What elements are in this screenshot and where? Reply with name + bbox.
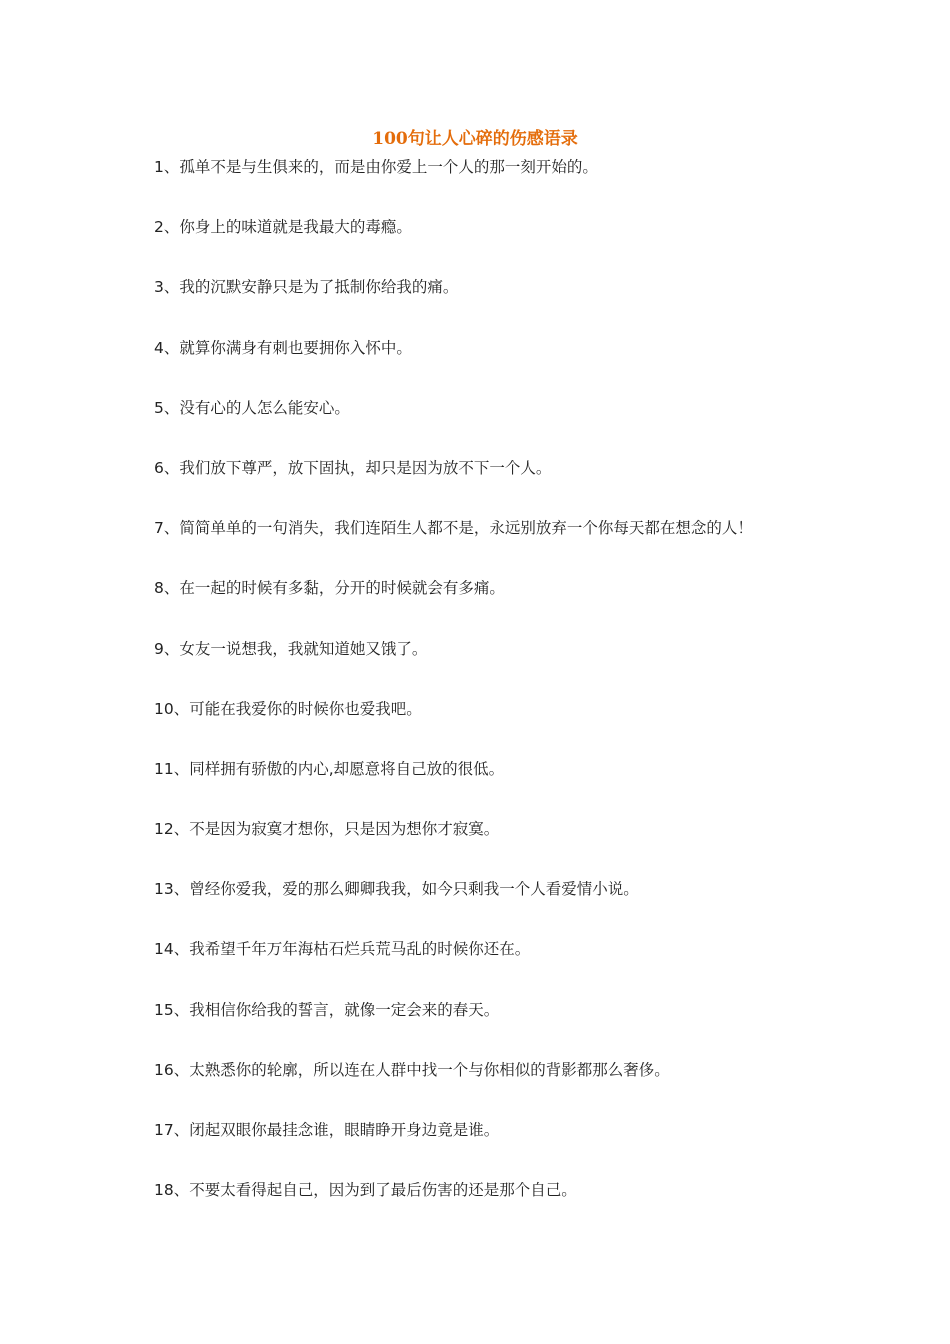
quote-item: 10、可能在我爱你的时候你也爱我吧。	[154, 699, 422, 718]
quote-item: 4、就算你满身有刺也要拥你入怀中。	[154, 338, 412, 357]
quote-item: 9、女友一说想我，我就知道她又饿了。	[154, 639, 428, 658]
quote-item: 13、曾经你爱我，爱的那么卿卿我我，如今只剩我一个人看爱情小说。	[154, 880, 639, 899]
quote-item: 8、在一起的时候有多黏，分开的时候就会有多痛。	[154, 579, 505, 598]
quote-item: 18、不要太看得起自己，因为到了最后伤害的还是那个自己。	[154, 1181, 577, 1200]
quote-item: 15、我相信你给我的誓言，就像一定会来的春天。	[154, 1000, 500, 1019]
quote-item: 16、太熟悉你的轮廓，所以连在人群中找一个与你相似的背影都那么奢侈。	[154, 1060, 670, 1079]
quote-item: 3、我的沉默安静只是为了抵制你给我的痛。	[154, 278, 459, 297]
quote-item: 5、没有心的人怎么能安心。	[154, 398, 350, 417]
quote-item: 12、不是因为寂寞才想你，只是因为想你才寂寞。	[154, 820, 500, 839]
document-title: 100句让人心碎的伤感语录	[372, 129, 578, 149]
quote-list	[154, 155, 914, 1238]
quote-item: 2、你身上的味道就是我最大的毒瘾。	[154, 218, 412, 237]
quote-item: 6、我们放下尊严，放下固执，却只是因为放不下一个人。	[154, 458, 552, 477]
quote-item: 1、孤单不是与生俱来的，而是由你爱上一个人的那一刻开始的。	[154, 158, 598, 176]
quote-item: 7、简简单单的一句消失，我们连陌生人都不是，永远别放弃一个你每天都在想念的人！	[154, 519, 753, 538]
quote-item: 14、我希望千年万年海枯石烂兵荒马乱的时候你还在。	[154, 940, 531, 959]
quote-item: 11、同样拥有骄傲的内心,却愿意将自己放的很低。	[154, 759, 505, 778]
quote-item: 17、闭起双眼你最挂念谁，眼睛睁开身边竟是谁。	[154, 1121, 500, 1139]
